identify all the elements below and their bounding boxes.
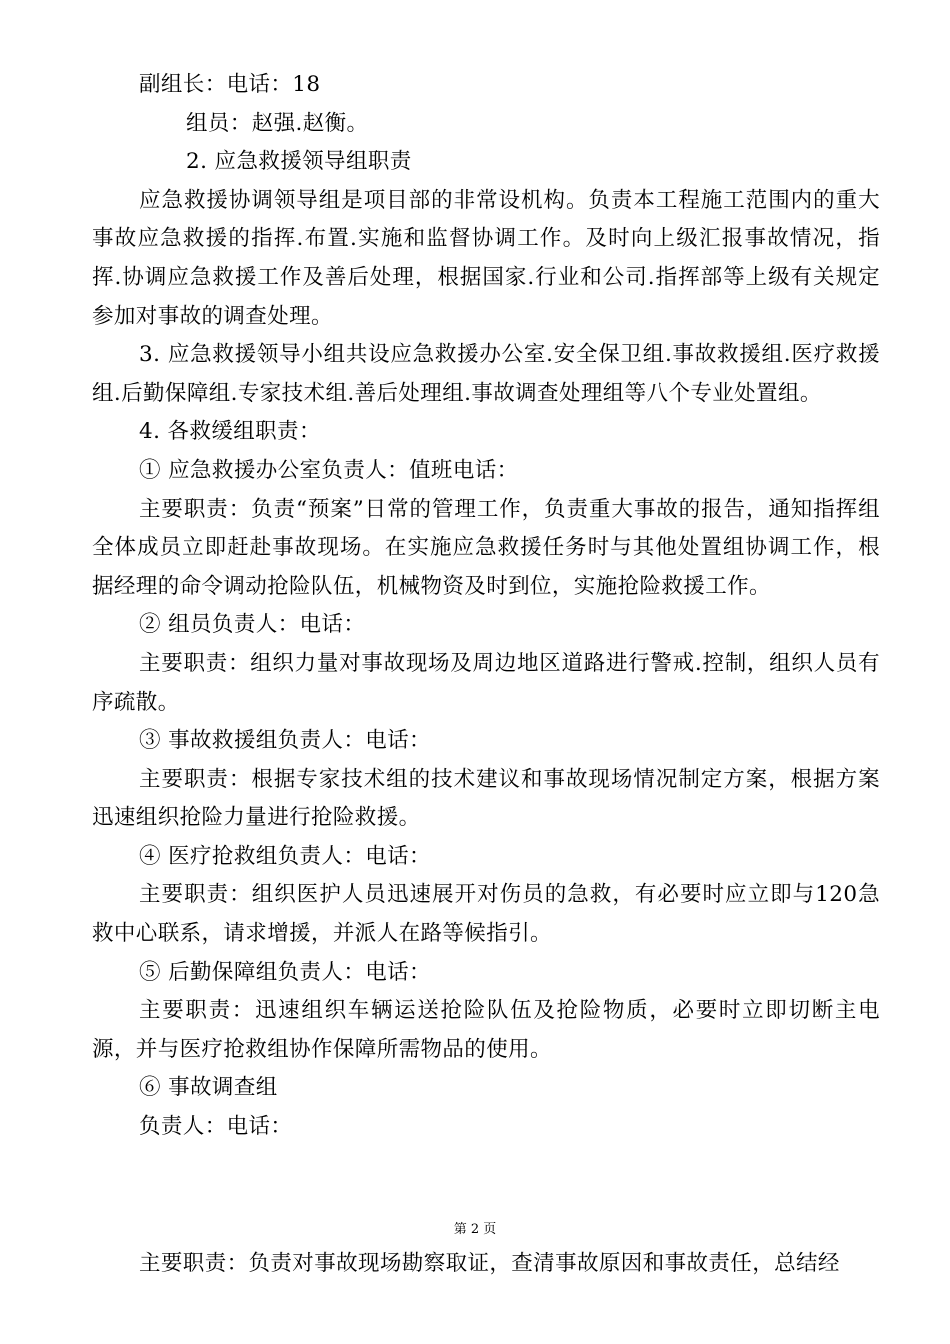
- section-heading-4: 4. 各救缓组职责：: [139, 419, 321, 445]
- section-3-paragraph: 3. 应急救援领导小组共设应急救援办公室.安全保卫组.事故救援组.医疗救援组.后勤保障组.专家技术组.善后处理组.事故调查处理组等八个专业处置组。: [92, 342, 880, 406]
- logistics-duties-paragraph: 主要职责：迅速组织车辆运送抢险队伍及抢险物质，必要时立即切断主电源，并与医疗抢救组协作保障所需物品的使用。: [92, 998, 880, 1062]
- next-page-fragment: [92, 1245, 880, 1284]
- rescue-duties-paragraph: 主要职责：根据专家技术组的技术建议和事故现场情况制定方案，根据方案迅速组织抢险力量进行抢险救援。: [92, 766, 880, 831]
- office-duties-paragraph: 主要职责：负责“预案”日常的管理工作，负责重大事故的报告，通知指挥组全体成员立即赶赴事故现场。在实施应急救援任务时与其他处置组协调工作，根据经理的命令调动抢险队伍，机械物资及时到位，实施抢险救援工作。: [92, 496, 880, 599]
- document-page: [92, 66, 880, 1147]
- member-contact-line: ② 组员负责人：电话：: [139, 612, 366, 638]
- investigation-duties-first-line: 主要职责：负责对事故现场勘察取证，查清事故原因和事故责任，总结经: [139, 1251, 840, 1276]
- page-number-footer: 第 2 页: [453, 1222, 497, 1237]
- office-contact-line: ① 应急救援办公室负责人：值班电话：: [139, 457, 519, 483]
- security-duties-paragraph: 主要职责：组织力量对事故现场及周边地区道路进行警戒.控制，组织人员有序疏散。: [92, 650, 881, 715]
- investigation-heading: ⑥ 事故调查组: [139, 1075, 278, 1101]
- members-line: 组员：赵强.赵衡。: [186, 110, 369, 136]
- medical-duties-paragraph: 主要职责：组织医护人员迅速展开对伤员的急救，有必要时应立即与120急救中心联系，请求增援，并派人在路等候指引。: [92, 882, 880, 947]
- leadership-duties-paragraph: 应急救援协调领导组是项目部的非常设机构。负责本工程施工范围内的重大事故应急救援的指挥.布置.实施和监督协调工作。及时向上级汇报事故情况，指挥.协调应急救援工作及善后处理，根据国家.行业和公司.指挥部等上级有关规定参加对事故的调查处理。: [92, 187, 880, 329]
- logistics-contact-line: ⑤ 后勤保障组负责人：电话：: [139, 959, 431, 985]
- deputy-leader-line: 副组长：电话：18: [139, 72, 321, 97]
- section-heading-2: 2. 应急救援领导组职责: [186, 149, 412, 175]
- medical-contact-line: ④ 医疗抢救组负责人：电话：: [139, 843, 431, 869]
- rescue-contact-line: ③ 事故救援组负责人：电话：: [139, 728, 431, 754]
- investigation-contact-line: 负责人：电话：: [139, 1114, 293, 1140]
